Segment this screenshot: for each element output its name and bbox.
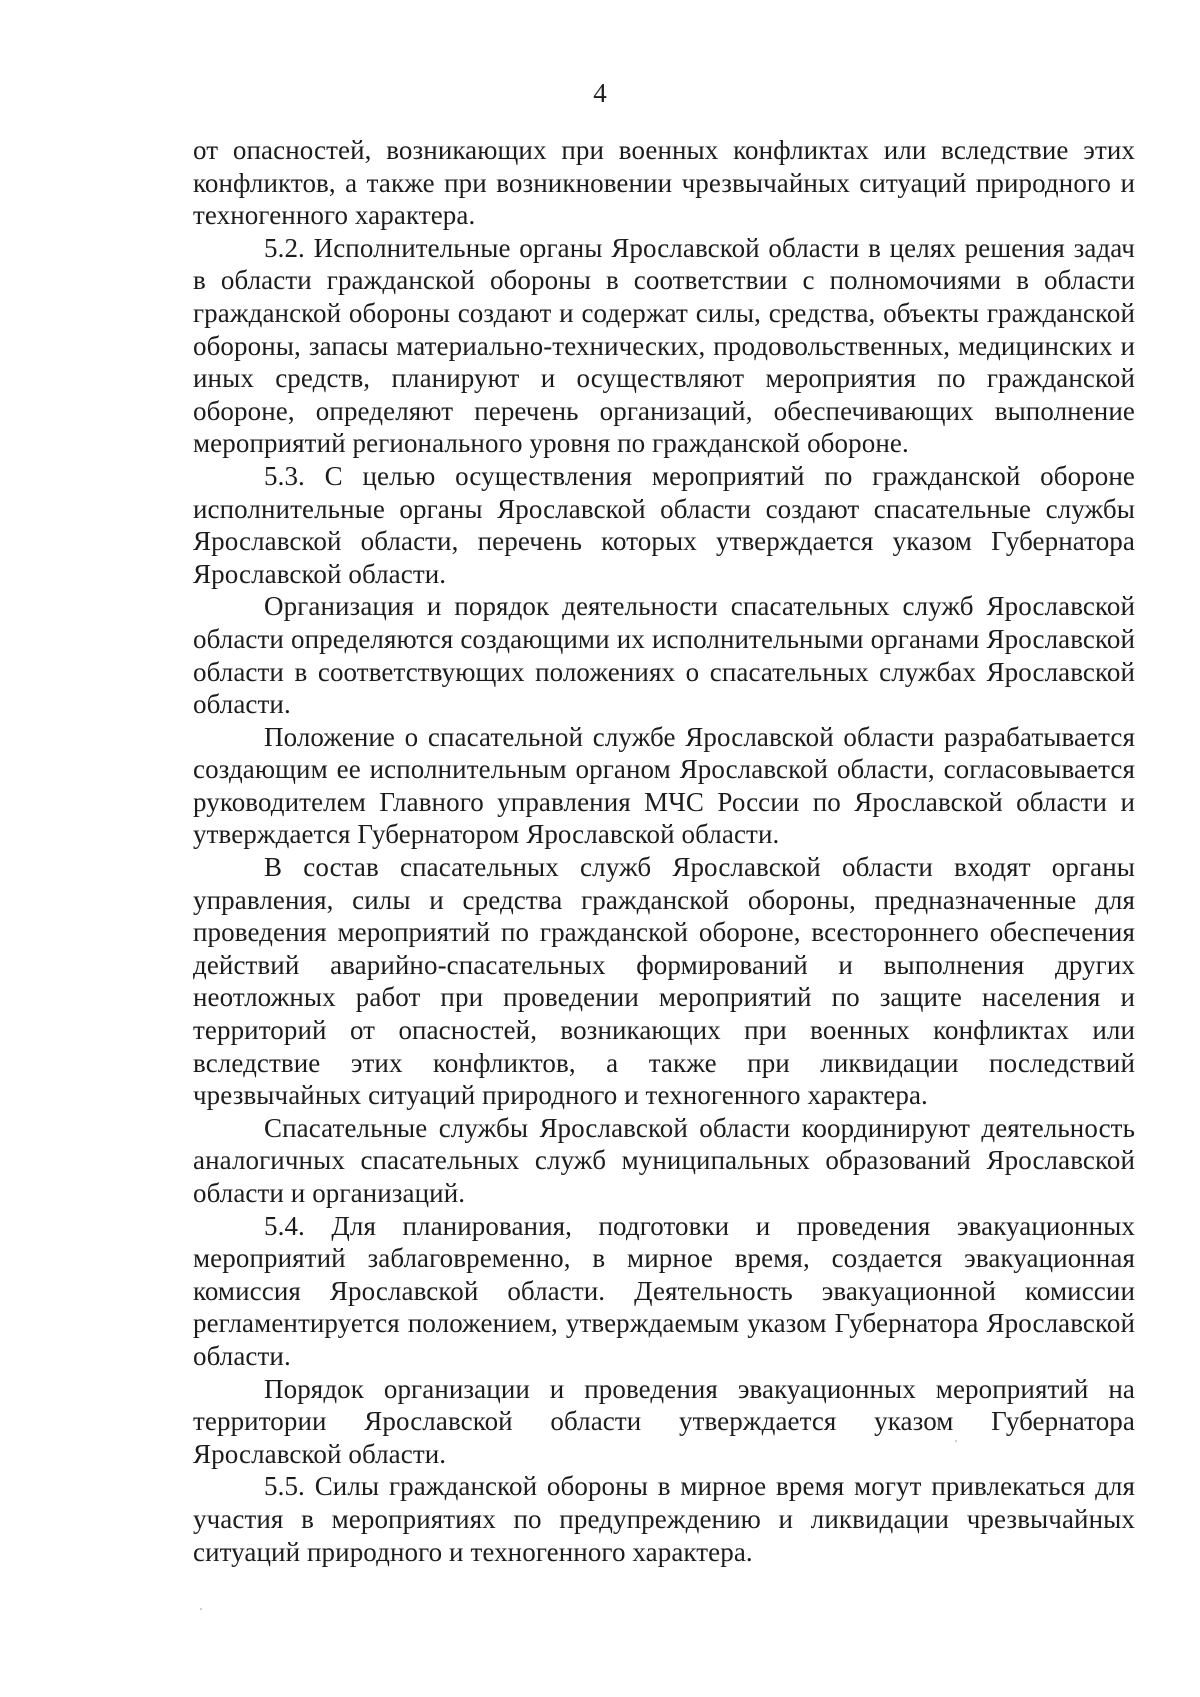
paragraph-5-3: 5.3. С целью осуществления мероприятий по гражданской обороне исполнительные органы Ярославской области создают спасательные службы Ярославской области, перечень которых утверждается указом Губернатора Ярославской области. (193, 460, 1135, 589)
paragraph-rescue-service-regulation: Положение о спасательной службе Ярославской области разрабатывается создающим ее исполнительным органом Ярославской области, согласовывается руководителем Главного управления МЧС России по Ярославской области и утверждается Губернатором Ярославской области. (193, 721, 1135, 850)
paragraph-continuation: от опасностей, возникающих при военных конфликтах или вследствие этих конфликтов, а также при возникновении чрезвычайных ситуаций природного и техногенного характера. (193, 135, 1135, 231)
scan-speck (955, 1440, 957, 1442)
paragraph-rescue-services-composition: В состав спасательных служб Ярославской области входят органы управления, силы и средства гражданской обороны, предназначенные для проведения мероприятий по гражданской обороне, всестороннего обеспечения действий аварийно-спасательных формирований и выполнения других неотложных работ при проведении мероприятий по защите населения и территорий от опасностей, возникающих при военных конфликтах или вследствие этих конфликтов, а также при ликвидации последствий чрезвычайных ситуаций природного и техногенного характера. (193, 852, 1135, 1111)
scan-speck (200, 1608, 202, 1610)
paragraph-rescue-services-coordination: Спасательные службы Ярославской области координируют деятельность аналогичных спасательных служб муниципальных образований Ярославской области и организаций. (193, 1112, 1135, 1208)
paragraph-5-4: 5.4. Для планирования, подготовки и проведения эвакуационных мероприятий заблаговременно, в мирное время, создается эвакуационная комиссия Ярославской области. Деятельность эвакуационной комиссии регламентируется положением, утверждаемым указом Губернатора Ярославской области. (193, 1210, 1135, 1371)
document-body (193, 134, 1135, 1568)
page-number: 4 (593, 78, 607, 108)
paragraph-evacuation-procedure: Порядок организации и проведения эвакуационных мероприятий на территории Ярославской области утверждается указом Губернатора Ярославской области. (193, 1373, 1135, 1469)
paragraph-5-5: 5.5. Силы гражданской обороны в мирное время могут привлекаться для участия в мероприятиях по предупреждению и ликвидации чрезвычайных ситуаций природного и техногенного характера. (193, 1471, 1135, 1567)
paragraph-5-2: 5.2. Исполнительные органы Ярославской области в целях решения задач в области гражданской обороны в соответствии с полномочиями в области гражданской обороны создают и содержат силы, средства, объекты гражданской обороны, запасы материально-технических, продовольственных, медицинских и иных средств, планируют и осуществляют мероприятия по гражданской обороне, определяют перечень организаций, обеспечивающих выполнение мероприятий регионального уровня по гражданской обороне. (193, 232, 1135, 459)
paragraph-rescue-services-organization: Организация и порядок деятельности спасательных служб Ярославской области определяются создающими их исполнительными органами Ярославской области в соответствующих положениях о спасательных службах Ярославской области. (193, 591, 1135, 720)
